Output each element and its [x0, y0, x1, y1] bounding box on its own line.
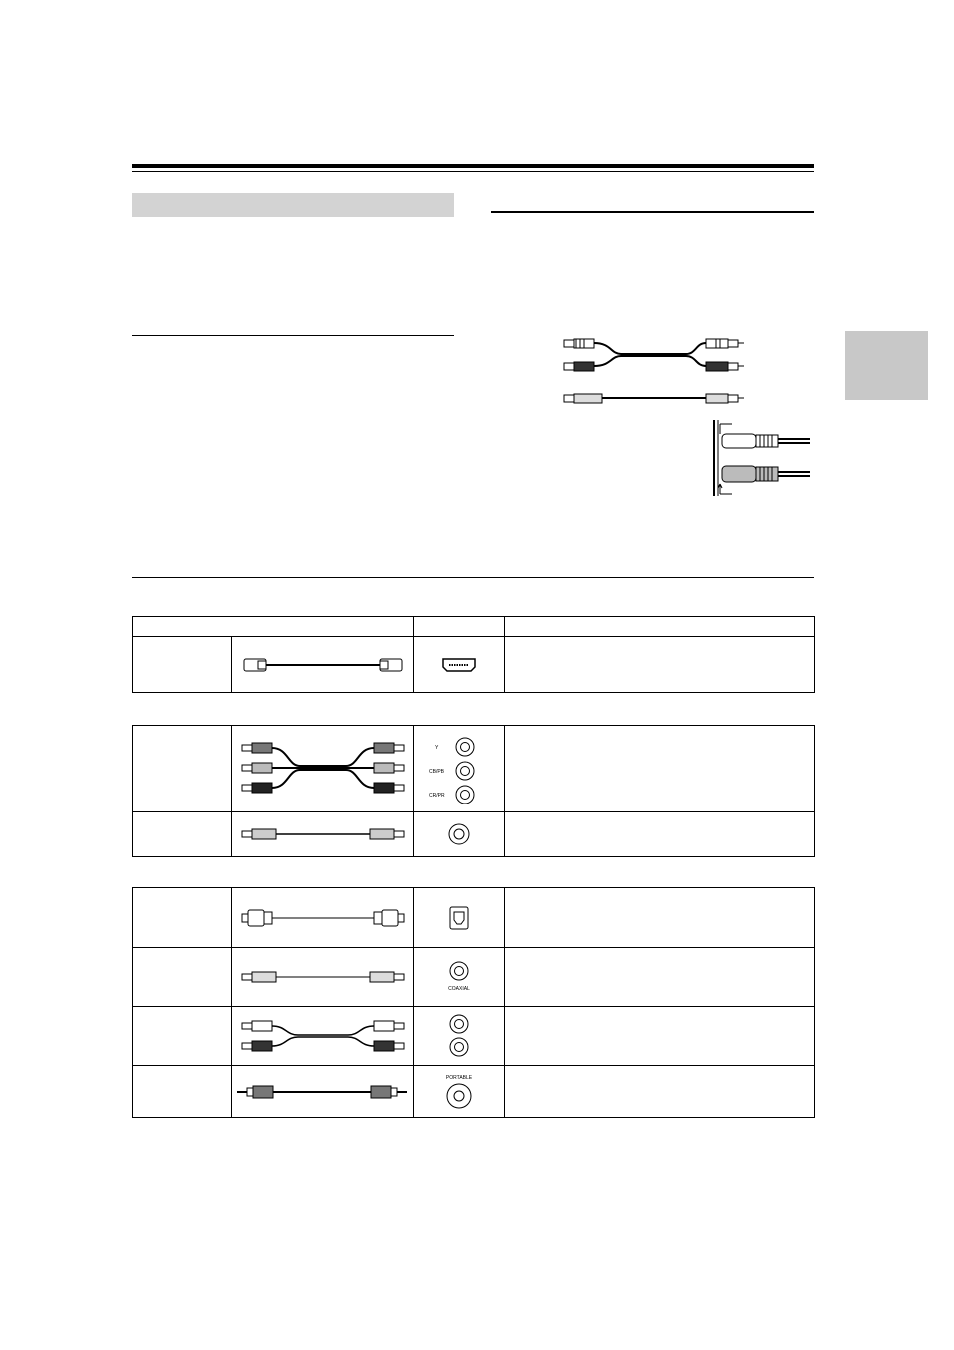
header-rule-thick — [132, 164, 814, 168]
cable-image-cell — [232, 1066, 414, 1118]
video-connection-table — [132, 725, 815, 857]
jack-image-cell — [414, 637, 505, 693]
cable-name-cell — [133, 1007, 232, 1066]
coaxial-jack-icon — [439, 960, 479, 994]
description-cell — [505, 1007, 815, 1066]
jack-image-cell — [414, 726, 505, 812]
table-header-row — [133, 617, 815, 637]
analog-rca-jack-icon — [444, 1013, 474, 1059]
composite-cable-icon — [238, 824, 408, 844]
cable-image-cell — [232, 948, 414, 1007]
table-row — [133, 948, 815, 1007]
single-rca-cable — [564, 394, 744, 403]
cable-image-cell — [232, 1007, 414, 1066]
cable-name-cell — [133, 888, 232, 948]
cable-name-cell — [133, 637, 232, 693]
audio-connection-table — [132, 887, 815, 1118]
component-jack-icon — [429, 734, 489, 804]
cable-name-cell — [133, 812, 232, 857]
analog-rca-cable-icon — [238, 1014, 408, 1058]
hdmi-jack-icon — [439, 655, 479, 675]
composite-jack-icon — [444, 821, 474, 847]
jack-label-cb: CB/PB — [429, 768, 445, 775]
header-cell-description — [505, 617, 815, 637]
hdmi-cable-icon — [238, 653, 408, 677]
cable-name-cell — [133, 726, 232, 812]
portable-jack-icon — [439, 1072, 479, 1112]
optical-jack-icon — [444, 903, 474, 933]
jack-image-cell — [414, 812, 505, 857]
hdmi-connection-table — [132, 616, 815, 693]
section-heading-bar — [132, 193, 454, 217]
description-cell — [505, 726, 815, 812]
cable-image-cell — [232, 726, 414, 812]
cable-image-cell — [232, 812, 414, 857]
table-row — [133, 1007, 815, 1066]
description-cell — [505, 1066, 815, 1118]
mini-plug-cable-icon — [235, 1082, 411, 1102]
table-row — [133, 888, 815, 948]
rca-cable-illustration — [556, 332, 756, 412]
description-cell — [505, 948, 815, 1007]
left-subheading-rule — [132, 335, 454, 336]
header-cell-cable — [133, 617, 414, 637]
cable-image-cell — [232, 888, 414, 948]
jack-image-cell — [414, 1007, 505, 1066]
jack-image-cell — [414, 888, 505, 948]
stereo-rca-cable — [564, 339, 744, 371]
jack-label-portable: PORTABLE — [445, 1074, 473, 1081]
cable-name-cell — [133, 948, 232, 1007]
coaxial-cable-icon — [238, 967, 408, 987]
jack-label-cr: CR/PR — [429, 792, 445, 799]
cable-image-cell — [232, 637, 414, 693]
cable-name-cell — [133, 1066, 232, 1118]
jack-image-cell — [414, 948, 505, 1007]
header-cell-jack — [414, 617, 505, 637]
header-rule-thin — [132, 171, 814, 172]
jack-label-y: Y — [435, 744, 439, 751]
jack-image-cell — [414, 1066, 505, 1118]
section-divider — [132, 577, 814, 578]
chapter-side-tab — [845, 331, 928, 400]
description-cell — [505, 888, 815, 948]
right-subheading-rule — [491, 211, 814, 213]
table-row — [133, 1066, 815, 1118]
optical-cable-icon — [238, 906, 408, 930]
description-cell — [505, 637, 815, 693]
table-row — [133, 637, 815, 693]
component-cable-icon — [238, 734, 408, 804]
plug-insertion-illustration — [708, 418, 812, 500]
jack-label-coaxial: COAXIAL — [448, 986, 470, 992]
table-row — [133, 812, 815, 857]
table-row — [133, 726, 815, 812]
description-cell — [505, 812, 815, 857]
